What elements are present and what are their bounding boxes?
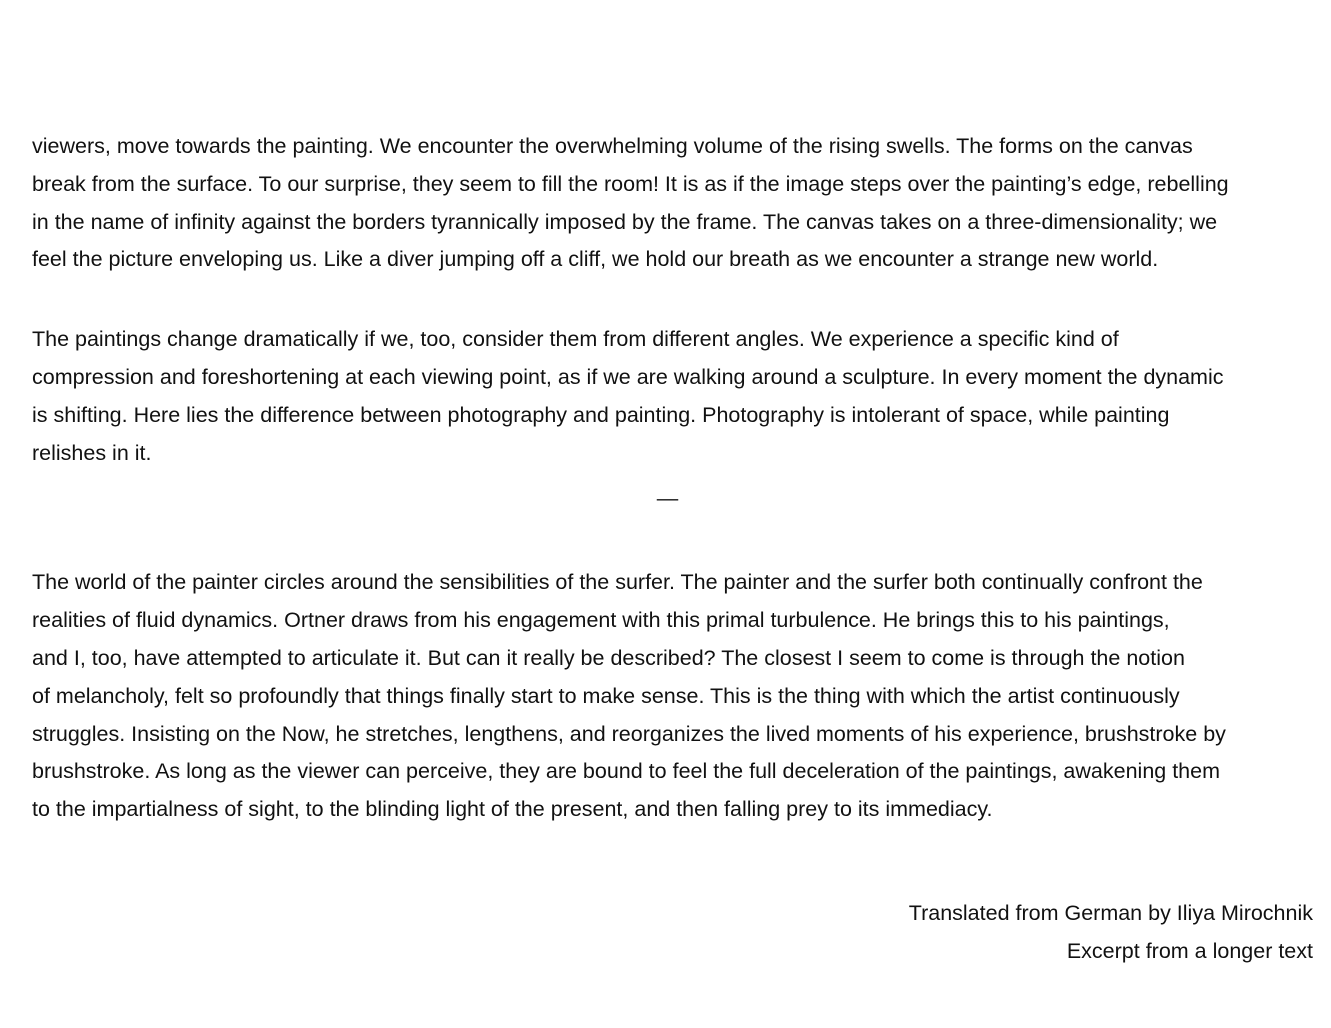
translation-credit: Translated from German by Iliya Mirochnik bbox=[908, 901, 1313, 925]
text-line: The paintings change dramatically if we, too, consider them from different angles. We experience a specific kind of bbox=[32, 327, 1119, 352]
text-line: brushstroke. As long as the viewer can perceive, they are bound to feel the full deceleration of the paintings, awakening them bbox=[32, 759, 1221, 784]
text-line: is shifting. Here lies the difference between photography and painting. Photography is intolerant of space, while painting bbox=[32, 402, 1170, 427]
text-line: struggles. Insisting on the Now, he stretches, lengthens, and reorganizes the lived moments of his experience, brushstroke by bbox=[32, 721, 1226, 746]
text-line: compression and foreshortening at each viewing point, as if we are walking around a sculpture. In every moment the dynamic bbox=[32, 364, 1224, 389]
text-line: break from the surface. To our surprise, they seem to fill the room! It is as if the image steps over the painting’s edge, rebelling bbox=[32, 171, 1229, 196]
excerpt-note: Excerpt from a longer text bbox=[1066, 938, 1313, 963]
credits bbox=[909, 895, 1313, 971]
text-line: of melancholy, felt so profoundly that things finally start to make sense. This is the thing with which the artist continuously bbox=[32, 683, 1180, 708]
paragraph-3 bbox=[32, 564, 1302, 829]
section-separator: — bbox=[656, 486, 679, 511]
paragraph-spacer bbox=[32, 510, 1302, 564]
text-line: and I, too, have attempted to articulate it. But can it really be described? The closest I seem to come is through the notion bbox=[32, 645, 1185, 670]
text-line: realities of fluid dynamics. Ortner draws from his engagement with this primal turbulence. He brings this to his paintings, bbox=[32, 608, 1170, 633]
paragraph-2 bbox=[32, 321, 1302, 472]
text-line: in the name of infinity against the borders tyrannically imposed by the frame. The canvas takes on a three-dimensionality; we bbox=[32, 209, 1218, 234]
text-line: relishes in it. bbox=[32, 440, 152, 465]
text-line: to the impartialness of sight, to the blinding light of the present, and then falling prey to its immediacy. bbox=[32, 797, 993, 822]
text-line: The world of the painter circles around the sensibilities of the surfer. The painter and the surfer both continually confront the bbox=[32, 570, 1203, 595]
text-line: feel the picture enveloping us. Like a diver jumping off a cliff, we hold our breath as we encounter a strange new world. bbox=[32, 247, 1159, 272]
paragraph-spacer bbox=[32, 279, 1302, 321]
text-line: viewers, move towards the painting. We encounter the overwhelming volume of the rising swells. The forms on the canvas bbox=[32, 134, 1193, 158]
article-body bbox=[32, 128, 1302, 829]
paragraph-1 bbox=[32, 128, 1302, 279]
